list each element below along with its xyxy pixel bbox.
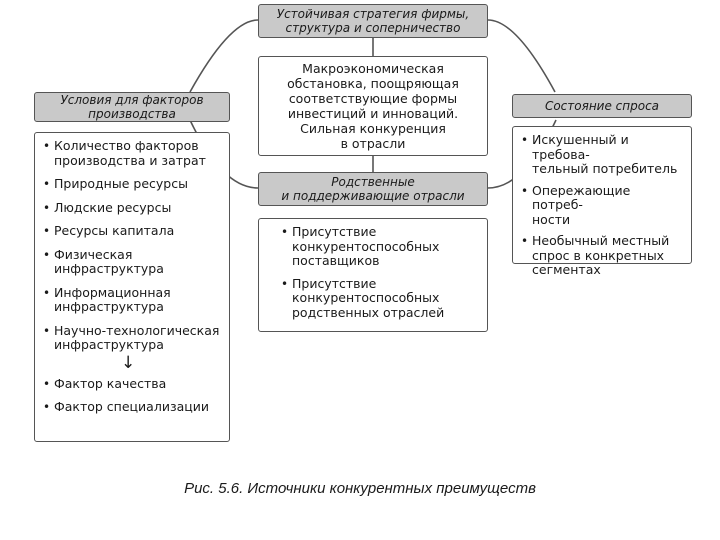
related-header-line1: Родственные	[331, 175, 415, 189]
strategy-line: обстановка, поощряющая	[287, 76, 459, 91]
list-item: • Искушенный и требова- тельный потребитель	[521, 133, 685, 177]
demand-list	[521, 133, 685, 278]
strategy-header-line1: Устойчивая стратегия фирмы,	[276, 7, 470, 21]
connector-strategy-demand	[488, 20, 555, 92]
related-header	[258, 172, 488, 206]
list-item: • Необычный местный спрос в конкретных сегментах	[521, 234, 685, 278]
factors-header-line1: Условия для факторов	[60, 93, 204, 107]
factors-header	[34, 92, 230, 122]
list-item: • Информационная инфраструктура	[43, 286, 223, 315]
list-item: • Фактор специализации	[43, 400, 223, 415]
factors-box	[34, 132, 230, 442]
list-item: • Ресурсы капитала	[43, 224, 223, 239]
strategy-box	[258, 56, 488, 156]
list-item: • Природные ресурсы	[43, 177, 223, 192]
related-box	[258, 218, 488, 332]
demand-header	[512, 94, 692, 118]
down-arrow-icon: ↓	[121, 352, 136, 373]
figure-caption: Рис. 5.6. Источники конкурентных преимуществ	[184, 480, 536, 497]
demand-header-text: Состояние спроса	[544, 99, 660, 113]
list-item: • Научно-технологическая инфраструктура	[43, 324, 223, 353]
strategy-header-line2: структура и соперничество	[285, 21, 461, 35]
list-item: • Количество факторов производства и затрат	[43, 139, 223, 168]
related-header-line2: и поддерживающие отрасли	[281, 189, 465, 203]
demand-box	[512, 126, 692, 277]
strategy-line: соответствующие формы	[288, 91, 458, 106]
list-item: • Физическая инфраструктура	[43, 248, 223, 277]
related-list	[281, 225, 481, 320]
list-item: • Присутствие конкурентоспособных родственных отраслей	[281, 277, 481, 321]
strategy-header	[258, 4, 488, 38]
list-item: • Присутствие конкурентоспособных поставщиков	[281, 225, 481, 269]
strategy-line: инвестиций и инноваций.	[287, 106, 459, 121]
strategy-line: Макроэкономическая	[302, 61, 444, 76]
factors-header-line2: производства	[88, 107, 176, 121]
connector-strategy-factors	[190, 20, 258, 92]
list-item: • Опережающие потреб- ности	[521, 184, 685, 228]
strategy-line: в отрасли	[340, 136, 406, 151]
factors-list-after	[43, 377, 223, 415]
list-item: • Фактор качества	[43, 377, 223, 392]
list-item: • Людские ресурсы	[43, 201, 223, 216]
factors-list	[43, 139, 223, 353]
strategy-line: Сильная конкуренция	[300, 121, 446, 136]
